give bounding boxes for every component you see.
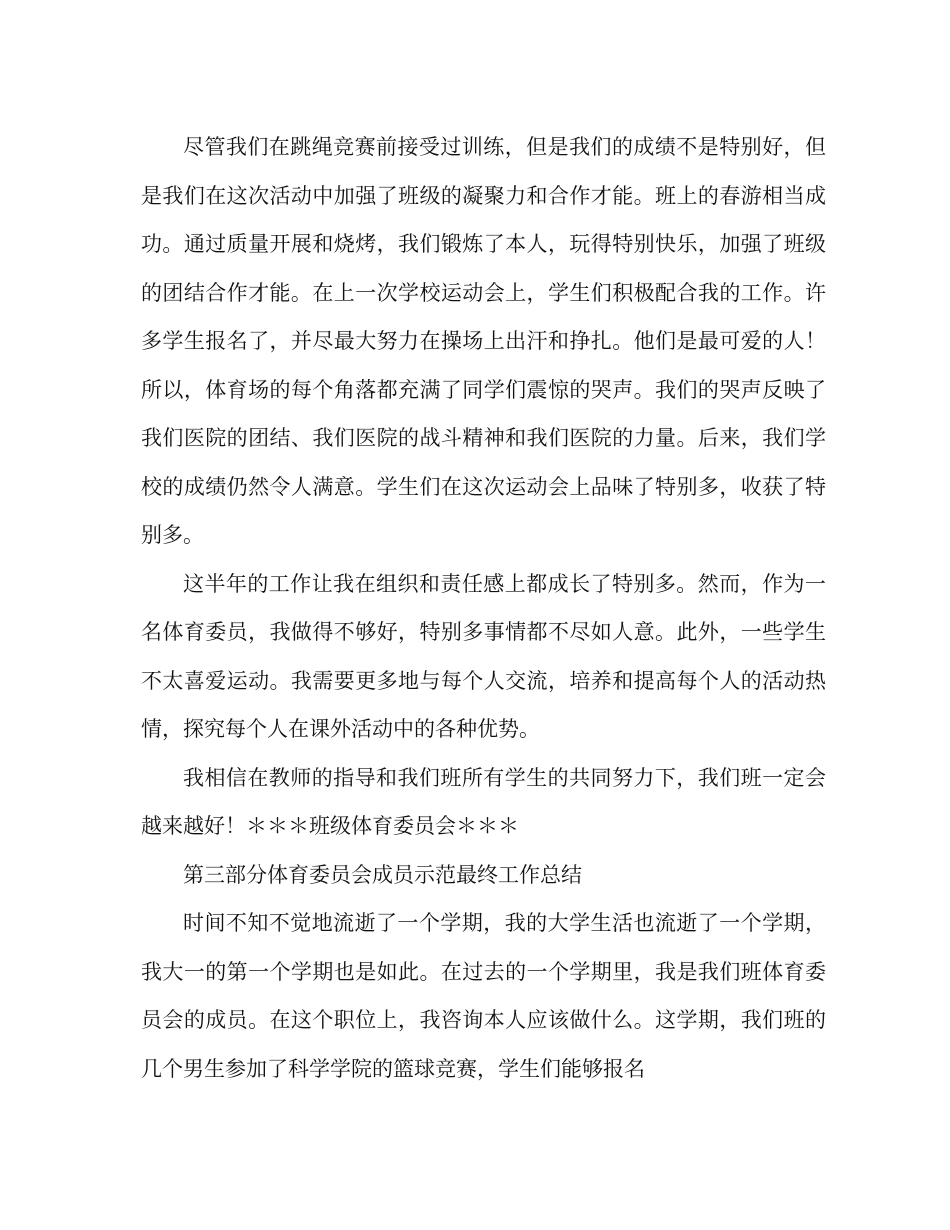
paragraph-growth-reflection: 这半年的工作让我在组织和责任感上都成长了特别多。然而，作为一名体育委员，我做得不够好，特别多事情都不尽如人意。此外，一些学生不太喜爱运动。我需要更多地与每个人交流，培养和提高每个人的活动热情，探究每个人在课外活动中的各种优势。 [141,571,826,741]
paragraph-semester-summary: 时间不知不觉地流逝了一个学期，我的大学生活也流逝了一个学期，我大一的第一个学期也是如此。在过去的一个学期里，我是我们班体育委员会的成员。在这个职位上，我咨询本人应该做什么。这学期，我们班的几个男生参加了科学学院的篮球竞赛，学生们能够报名 [141,911,826,1081]
document-body [141,123,826,1093]
paragraph-sports-activities: 尽管我们在跳绳竞赛前接受过训练，但是我们的成绩不是特别好，但是我们在这次活动中加强了班级的凝聚力和合作才能。班上的春游相当成功。通过质量开展和烧烤，我们锻炼了本人，玩得特别快乐，加强了班级的团结合作才能。在上一次学校运动会上，学生们积极配合我的工作。许多学生报名了，并尽最大努力在操场上出汗和挣扎。他们是最可爱的人！所以，体育场的每个角落都充满了同学们震惊的哭声。我们的哭声反映了我们医院的团结、我们医院的战斗精神和我们医院的力量。后来，我们学校的成绩仍然令人满意。学生们在这次运动会上品味了特别多，收获了特别多。 [141,135,826,547]
section-heading: 第三部分体育委员会成员示范最终工作总结 [183,862,582,887]
paragraph-closing-signature: 我相信在教师的指导和我们班所有学生的共同努力下，我们班一定会越来越好！＊＊＊班级体育委员会＊＊＊ [141,765,826,838]
